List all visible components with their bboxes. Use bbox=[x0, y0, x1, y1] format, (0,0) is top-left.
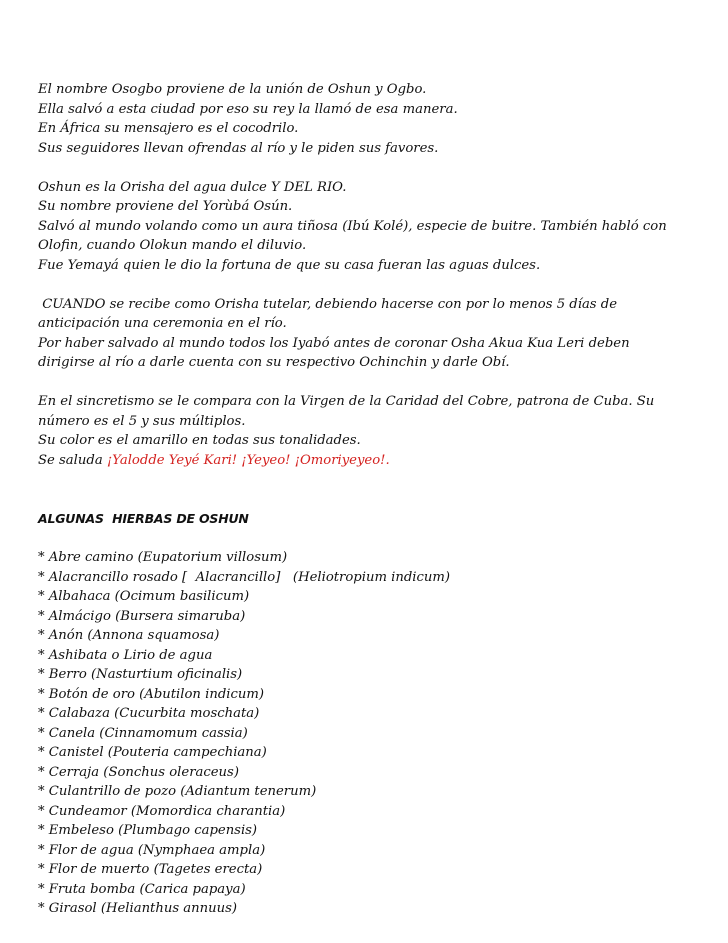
text-line: Por haber salvado al mundo todos los Iyabó antes de coronar Osha Akua Kua Leri deben bbox=[38, 335, 630, 351]
herb-item: * Abre camino (Eupatorium villosum) bbox=[38, 550, 288, 565]
herb-item: * Almácigo (Bursera simaruba) bbox=[38, 608, 246, 624]
paragraph-gap bbox=[38, 373, 708, 393]
text-line: Sus seguidores llevan ofrendas al río y le piden sus favores. bbox=[38, 140, 439, 156]
salute-prefix: Se saluda bbox=[38, 452, 107, 468]
paragraph-oshun-origin bbox=[38, 178, 708, 276]
text-line: En África su mensajero es el cocodrilo. bbox=[38, 121, 299, 136]
herb-item: * Girasol (Helianthus annuus) bbox=[38, 901, 238, 916]
herb-item: * Botón de oro (Abutilon indicum) bbox=[38, 686, 265, 702]
paragraph-gap bbox=[38, 529, 708, 549]
text-line: En el sincretismo se le compara con la Virgen de la Caridad del Cobre, patrona de Cuba. Su bbox=[38, 394, 655, 409]
herb-item: * Cerraja (Sonchus oleraceus) bbox=[38, 764, 239, 780]
text-line: El nombre Osogbo proviene de la unión de Oshun y Ogbo. bbox=[38, 82, 427, 97]
herb-item: * Embeleso (Plumbago capensis) bbox=[38, 823, 258, 838]
herb-item: * Anón (Annona squamosa) bbox=[38, 628, 220, 643]
paragraph-gap bbox=[38, 275, 708, 295]
herb-item: * Flor de muerto (Tagetes erecta) bbox=[38, 862, 263, 877]
herb-item: * Calabaza (Cucurbita moschata) bbox=[38, 706, 260, 721]
herb-item: * Alacrancillo rosado [ Alacrancillo] (Heliotropium indicum) bbox=[38, 569, 451, 585]
salute-line bbox=[38, 451, 708, 471]
herb-item: * Berro (Nasturtium oficinalis) bbox=[38, 667, 243, 682]
herb-item: * Canistel (Pouteria campechiana) bbox=[38, 745, 267, 760]
text-line: Su nombre proviene del Yorùbá Osún. bbox=[38, 199, 293, 214]
paragraph-gap bbox=[38, 470, 708, 490]
text-line: Fue Yemayá quien le dio la fortuna de que su casa fueran las aguas dulces. bbox=[38, 257, 541, 273]
herb-item: * Ashibata o Lirio de agua bbox=[38, 647, 213, 663]
paragraph-syncretism bbox=[38, 392, 708, 470]
herb-item: * Culantrillo de pozo (Adiantum tenerum) bbox=[38, 784, 317, 799]
paragraph-ceremony bbox=[38, 295, 708, 373]
document-page bbox=[38, 80, 708, 919]
herbs-list bbox=[38, 548, 708, 919]
paragraph-gap bbox=[38, 490, 708, 510]
text-line: Su color es el amarillo en todas sus tonalidades. bbox=[38, 433, 361, 448]
herb-item: * Fruta bomba (Carica papaya) bbox=[38, 881, 246, 897]
herbs-heading: ALGUNAS HIERBAS DE OSHUN bbox=[38, 511, 249, 526]
paragraph-osogbo bbox=[38, 80, 708, 158]
herb-item: * Cundeamor (Momordica charantia) bbox=[38, 803, 286, 819]
paragraph-gap bbox=[38, 158, 708, 178]
herb-item: * Canela (Cinnamomum cassia) bbox=[38, 725, 248, 741]
text-line: Olofin, cuando Olokun mando el diluvio. bbox=[38, 238, 307, 253]
herb-item: * Albahaca (Ocimum basilicum) bbox=[38, 589, 250, 604]
text-line: Salvó al mundo volando como un aura tiñosa (Ibú Kolé), especie de buitre. También habló con bbox=[38, 218, 667, 234]
text-line: Oshun es la Orisha del agua dulce Y DEL RIO. bbox=[38, 179, 347, 195]
text-line: número es el 5 y sus múltiplos. bbox=[38, 413, 246, 429]
text-line: Ella salvó a esta ciudad por eso su rey la llamó de esa manera. bbox=[38, 101, 458, 117]
text-line: CUANDO se recibe como Orisha tutelar, debiendo hacerse con por lo menos 5 días de bbox=[38, 296, 618, 312]
text-line: dirigirse al río a darle cuenta con su respectivo Ochinchin y darle Obí. bbox=[38, 355, 510, 370]
text-line: anticipación una ceremonia en el río. bbox=[38, 316, 287, 331]
salute-phrase: ¡Yalodde Yeyé Kari! ¡Yeyeo! ¡Omoriyeyeo!. bbox=[106, 452, 390, 468]
herb-item: * Flor de agua (Nymphaea ampla) bbox=[38, 842, 266, 858]
